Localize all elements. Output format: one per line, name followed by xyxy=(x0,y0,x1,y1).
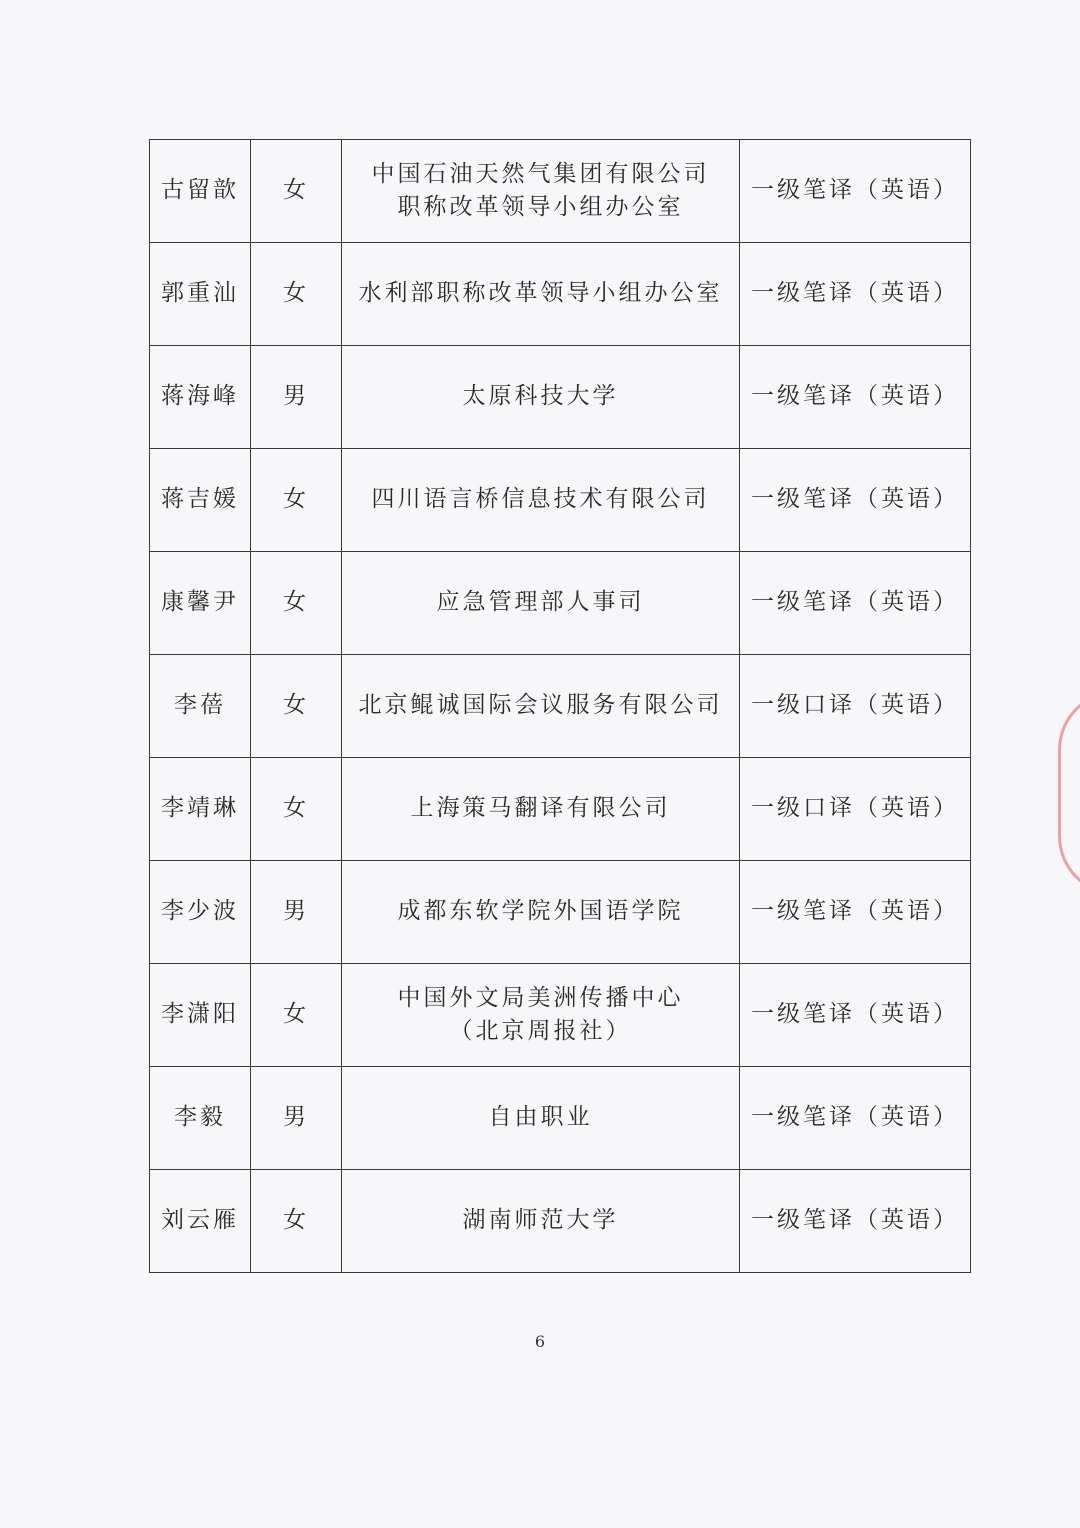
gender-cell: 女 xyxy=(251,964,342,1067)
gender-cell: 女 xyxy=(251,758,342,861)
gender-cell: 女 xyxy=(251,552,342,655)
table-row xyxy=(150,243,971,346)
organization-line: 湖南师范大学 xyxy=(462,1207,619,1234)
table-row xyxy=(150,140,971,243)
qualification-level-cell: 一级笔译（英语） xyxy=(740,346,971,449)
name-cell: 李潇阳 xyxy=(150,964,251,1067)
qualification-level-cell: 一级笔译（英语） xyxy=(740,449,971,552)
organization-cell xyxy=(342,346,740,449)
red-seal-fragment xyxy=(1058,690,1080,896)
gender-cell: 男 xyxy=(251,861,342,964)
gender-cell: 女 xyxy=(251,449,342,552)
roster-table-body xyxy=(150,140,971,1273)
qualification-level-cell: 一级笔译（英语） xyxy=(740,1067,971,1170)
organization-line: 水利部职称改革领导小组办公室 xyxy=(358,280,723,307)
organization-cell xyxy=(342,861,740,964)
organization-line: 应急管理部人事司 xyxy=(436,589,645,616)
table-row xyxy=(150,964,971,1067)
table-row xyxy=(150,758,971,861)
table-row xyxy=(150,552,971,655)
gender-cell: 女 xyxy=(251,1170,342,1273)
table-row xyxy=(150,861,971,964)
qualification-level-cell: 一级口译（英语） xyxy=(740,655,971,758)
organization-line: 四川语言桥信息技术有限公司 xyxy=(371,486,710,513)
qualification-level-cell: 一级笔译（英语） xyxy=(740,552,971,655)
qualification-level-cell: 一级笔译（英语） xyxy=(740,1170,971,1273)
organization-cell xyxy=(342,449,740,552)
organization-cell xyxy=(342,1170,740,1273)
name-cell: 蒋吉媛 xyxy=(150,449,251,552)
table-row xyxy=(150,655,971,758)
organization-line: 中国石油天然气集团有限公司 xyxy=(371,160,710,187)
organization-line: （北京周报社） xyxy=(449,1018,632,1044)
gender-cell: 女 xyxy=(251,140,342,243)
organization-cell xyxy=(342,243,740,346)
organization-line: 上海策马翻译有限公司 xyxy=(410,795,671,822)
organization-line: 太原科技大学 xyxy=(462,383,619,410)
name-cell: 李蓓 xyxy=(150,655,251,758)
organization-cell xyxy=(342,140,740,243)
table-row xyxy=(150,1170,971,1273)
table-row xyxy=(150,449,971,552)
table-row xyxy=(150,346,971,449)
qualification-level-cell: 一级笔译（英语） xyxy=(740,964,971,1067)
organization-line: 中国外文局美洲传播中心 xyxy=(397,984,684,1011)
gender-cell: 男 xyxy=(251,1067,342,1170)
name-cell: 蒋海峰 xyxy=(150,346,251,449)
organization-line: 职称改革领导小组办公室 xyxy=(397,194,684,220)
organization-cell xyxy=(342,964,740,1067)
name-cell: 李毅 xyxy=(150,1067,251,1170)
qualification-level-cell: 一级笔译（英语） xyxy=(740,861,971,964)
qualification-level-cell: 一级口译（英语） xyxy=(740,758,971,861)
gender-cell: 女 xyxy=(251,243,342,346)
page-number: 6 xyxy=(534,1332,546,1351)
roster-table xyxy=(149,139,971,1273)
organization-line: 成都东软学院外国语学院 xyxy=(397,898,684,925)
organization-cell xyxy=(342,758,740,861)
name-cell: 刘云雁 xyxy=(150,1170,251,1273)
name-cell: 李靖琳 xyxy=(150,758,251,861)
qualification-level-cell: 一级笔译（英语） xyxy=(740,140,971,243)
organization-cell xyxy=(342,552,740,655)
qualification-level-cell: 一级笔译（英语） xyxy=(740,243,971,346)
organization-cell xyxy=(342,1067,740,1170)
gender-cell: 女 xyxy=(251,655,342,758)
name-cell: 李少波 xyxy=(150,861,251,964)
gender-cell: 男 xyxy=(251,346,342,449)
organization-line: 北京鲲诚国际会议服务有限公司 xyxy=(358,692,723,719)
name-cell: 郭重汕 xyxy=(150,243,251,346)
name-cell: 古留歆 xyxy=(150,140,251,243)
table-row xyxy=(150,1067,971,1170)
organization-cell xyxy=(342,655,740,758)
organization-line: 自由职业 xyxy=(488,1104,593,1131)
name-cell: 康馨尹 xyxy=(150,552,251,655)
